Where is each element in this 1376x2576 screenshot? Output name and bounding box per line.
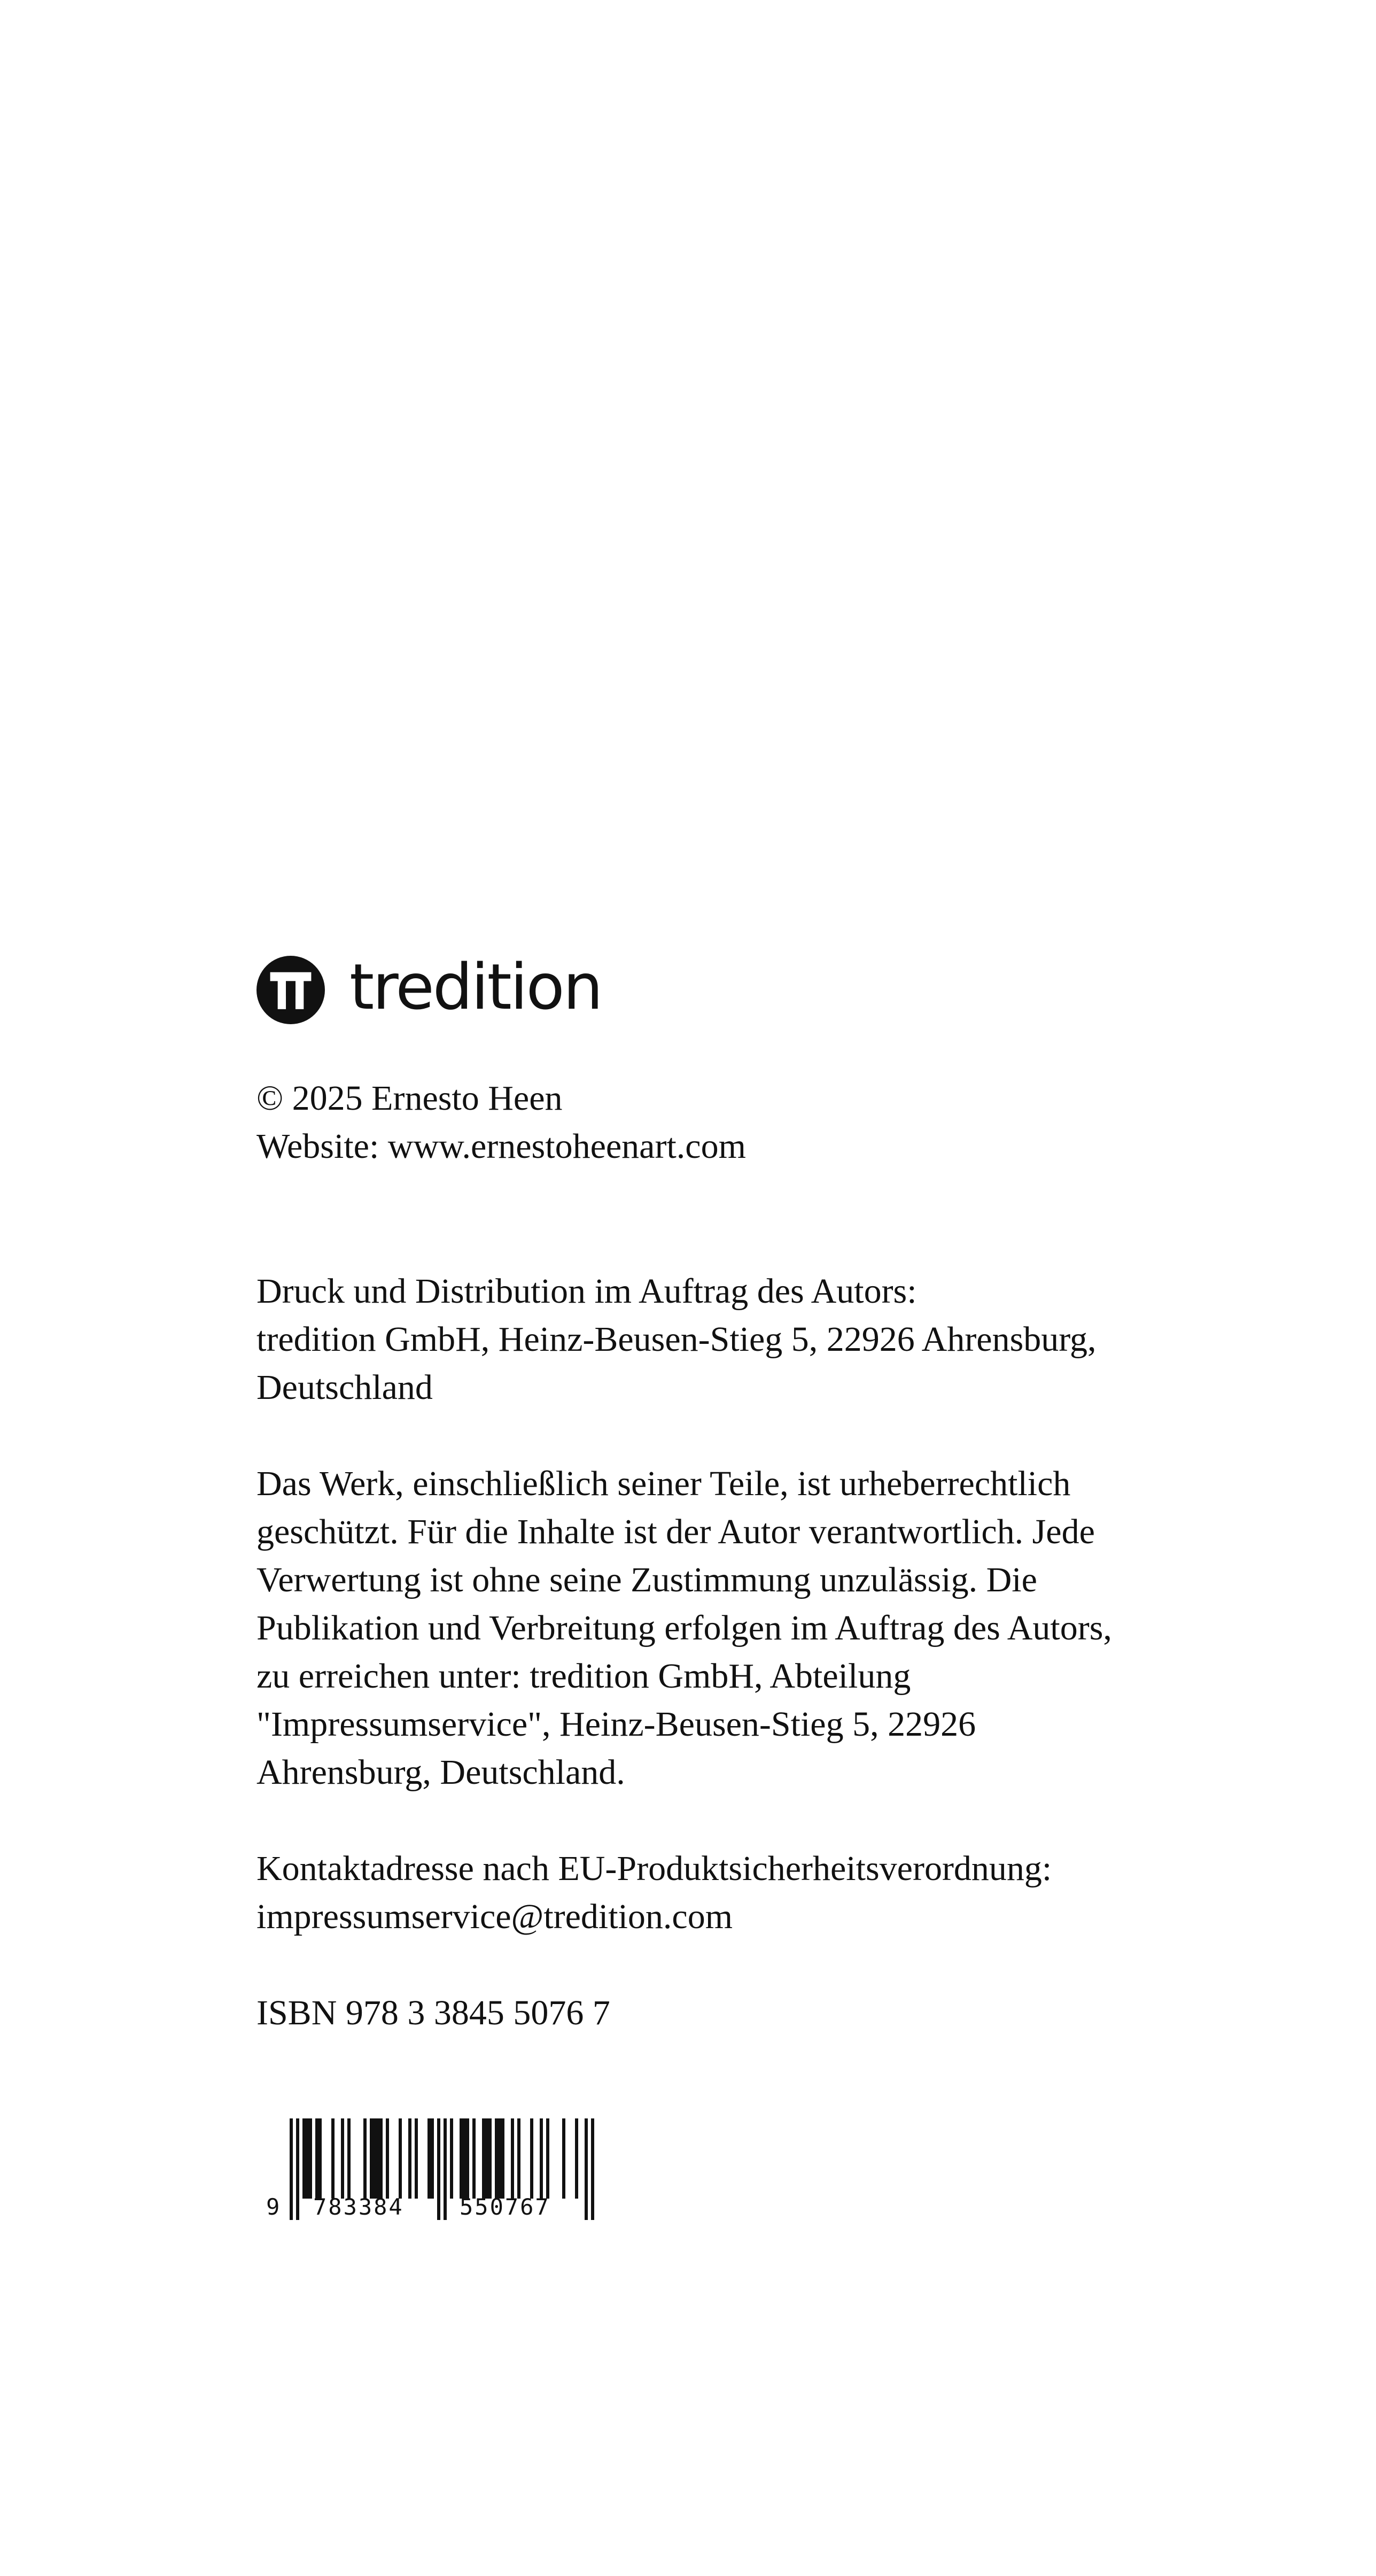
barcode-bar [363, 2118, 367, 2199]
barcode-guard-bar [296, 2118, 299, 2220]
barcode-bar [463, 2118, 466, 2199]
legal-line: zu erreichen unter: tredition GmbH, Abteilung [256, 1657, 911, 1696]
barcode-right-digits: 550767 [460, 2194, 550, 2220]
barcode-bar [399, 2118, 402, 2199]
barcode-bar [546, 2118, 549, 2199]
barcode-bar [482, 2118, 485, 2199]
barcode-guard-bar [444, 2118, 447, 2220]
barcode-bar [466, 2118, 469, 2199]
website-line: Website: www.ernestoheenart.com [256, 1127, 746, 1166]
barcode-bar [530, 2118, 533, 2199]
barcode-bar [306, 2118, 309, 2199]
barcode-bar [485, 2118, 488, 2199]
barcode-bar [376, 2118, 379, 2199]
publisher-logo-wordmark: tredition [349, 950, 602, 1024]
barcode-bar [495, 2118, 498, 2199]
barcode-bar [386, 2118, 389, 2199]
distribution-block [256, 1267, 1176, 1412]
barcode-bar [408, 2118, 411, 2199]
barcode-guard-bar [585, 2118, 588, 2220]
barcode-bar [517, 2118, 520, 2199]
barcode-bar [370, 2118, 373, 2199]
tredition-t-logo-icon [256, 956, 325, 1024]
barcode-bar [341, 2118, 344, 2199]
barcode-bar [460, 2118, 463, 2199]
barcode-bar [472, 2118, 476, 2199]
isbn-barcode [266, 2118, 603, 2220]
legal-line: "Impressumservice", Heinz-Beusen-Stieg 5, 22926 [256, 1705, 976, 1744]
legal-line: geschützt. Für die Inhalte ist der Autor verantwortlich. Jede [256, 1512, 1095, 1551]
barcode-guard-bar [437, 2118, 440, 2220]
barcode-bar [379, 2118, 383, 2199]
legal-line: Publikation und Verbreitung erfolgen im Auftrag des Autors, [256, 1608, 1112, 1647]
barcode-guard-bar [591, 2118, 594, 2220]
isbn-block [256, 1989, 1176, 2037]
barcode-bar [501, 2118, 504, 2199]
imprint-content [256, 950, 1176, 2037]
barcode-first-digit: 9 [266, 2194, 282, 2220]
barcode-bar [562, 2118, 565, 2199]
contact-email: impressumservice@tredition.com [256, 1897, 733, 1936]
barcode-bar [450, 2118, 453, 2199]
publisher-logo [256, 950, 1176, 1027]
isbn-text: ISBN 978 3 3845 5076 7 [256, 1993, 610, 2032]
barcode-bar [540, 2118, 543, 2199]
copyright-block [256, 1074, 1176, 1171]
barcode-bar [488, 2118, 492, 2199]
contact-label: Kontaktadresse nach EU-Produktsicherheitsverordnung: [256, 1849, 1052, 1888]
distribution-line-3: Deutschland [256, 1368, 433, 1407]
copyright-line: © 2025 Ernesto Heen [256, 1079, 563, 1118]
barcode-bar [318, 2118, 322, 2199]
barcode-guard-bar [290, 2118, 293, 2220]
barcode-bar [302, 2118, 306, 2199]
distribution-line-2: tredition GmbH, Heinz-Beusen-Stieg 5, 22926 Ahrensburg, [256, 1320, 1097, 1359]
barcode-bar [511, 2118, 514, 2199]
legal-line: Verwertung ist ohne seine Zustimmung unzulässig. Die [256, 1560, 1037, 1599]
barcode-bar [373, 2118, 376, 2199]
barcode-bar [427, 2118, 431, 2199]
legal-line: Ahrensburg, Deutschland. [256, 1753, 625, 1792]
barcode-bar [331, 2118, 335, 2199]
contact-block [256, 1845, 1176, 1941]
barcode-bar [347, 2118, 351, 2199]
barcode-bar [498, 2118, 501, 2199]
barcode-left-digits: 783384 [313, 2194, 404, 2220]
barcode-bar [431, 2118, 434, 2199]
barcode-bar [315, 2118, 318, 2199]
legal-notice [256, 1460, 1176, 1797]
distribution-line-1: Druck und Distribution im Auftrag des Autors: [256, 1272, 917, 1311]
legal-line: Das Werk, einschließlich seiner Teile, ist urheberrechtlich [256, 1464, 1071, 1503]
barcode-bar [575, 2118, 578, 2199]
barcode-bar [415, 2118, 418, 2199]
barcode-bar [309, 2118, 312, 2199]
